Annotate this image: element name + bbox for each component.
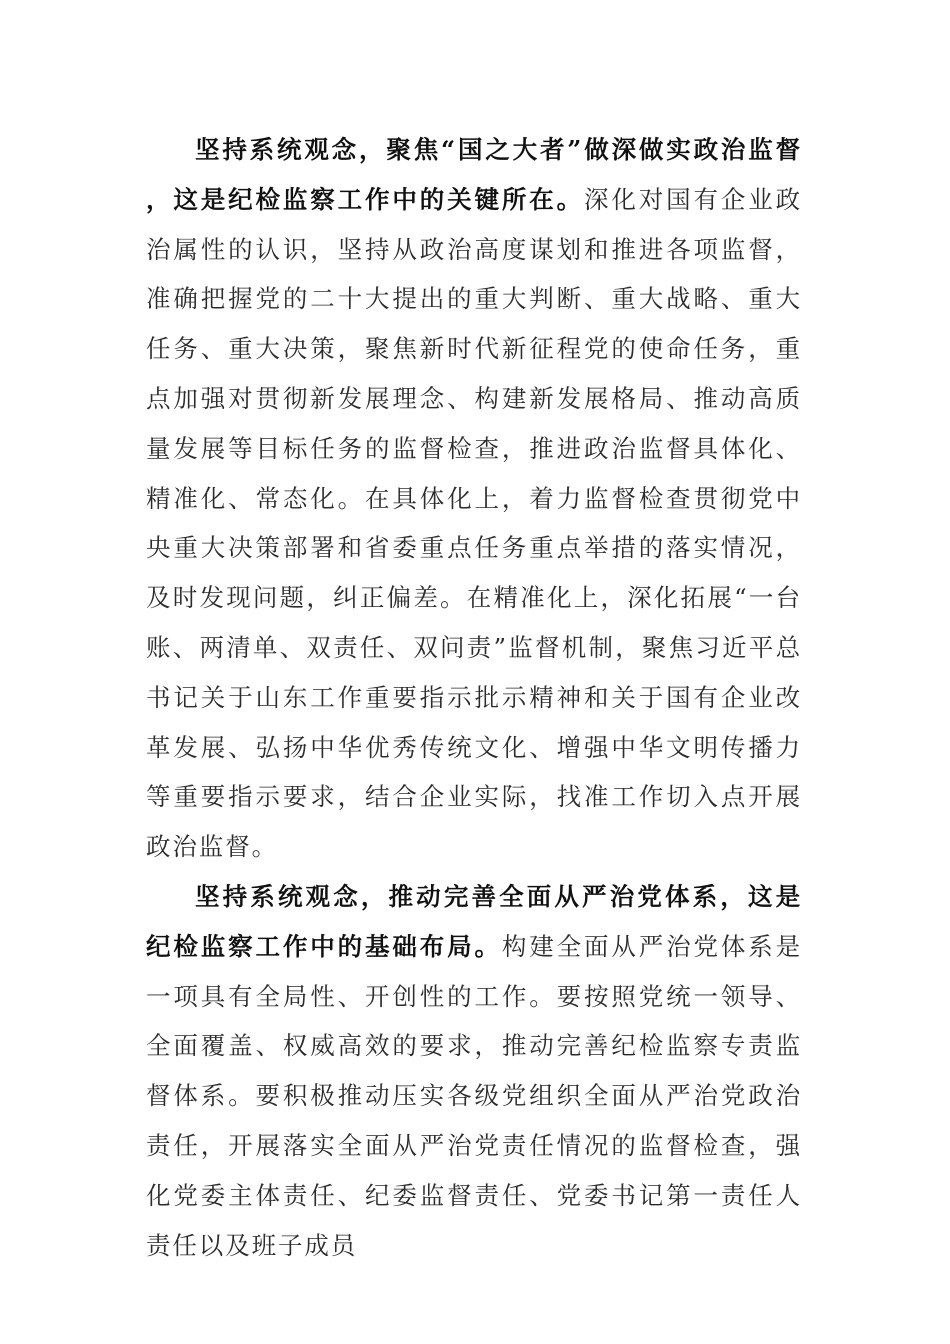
paragraph-text: 深化对国有企业政治属性的认识，坚持从政治高度谋划和推进各项监督，准确把握党的二十大提出的重大判断、重大战略、重大任务、重大决策，聚焦新时代新征程党的使命任务，重点加强对贯彻新发展理念、构建新发展格局、推动高质量发展等目标任务的监督检查，推进政治监督具体化、精准化、常态化。在具体化上，着力监督检查贯彻党中央重大决策部署和省委重点任务重点举措的落实情况，及时发现问题，纠正偏差。在精准化上，深化拓展“一台账、两清单、双责任、双问责”监督机制，聚焦习近平总书记关于山东工作重要指示批示精神和关于国有企业改革发展、弘扬中华优秀传统文化、增强中华文明传播力等重要指示要求，结合企业实际，找准工作切入点开展政治监督。	[146, 184, 802, 862]
document-body	[146, 125, 802, 1270]
paragraph-strict-governance	[146, 872, 802, 1270]
paragraph-lead: 坚持系统观念，推动完善全面从严治党体系，这是纪检监察工作中的基础布局。	[146, 881, 802, 961]
paragraph-lead: 坚持系统观念，聚焦“国之大者”做深做实政治监督，这是纪检监察工作中的关键所在。	[146, 135, 802, 214]
paragraph-political-supervision	[146, 125, 802, 872]
paragraph-text: 构建全面从严治党体系是一项具有全局性、开创性的工作。要按照党统一领导、全面覆盖、权威高效的要求，推动完善纪检监察专责监督体系。要积极推动压实各级党组织全面从严治党政治责任，开展落实全面从严治党责任情况的监督检查，强化党委主体责任、纪委监督责任、党委书记第一责任人责任以及班子成员	[146, 931, 802, 1260]
